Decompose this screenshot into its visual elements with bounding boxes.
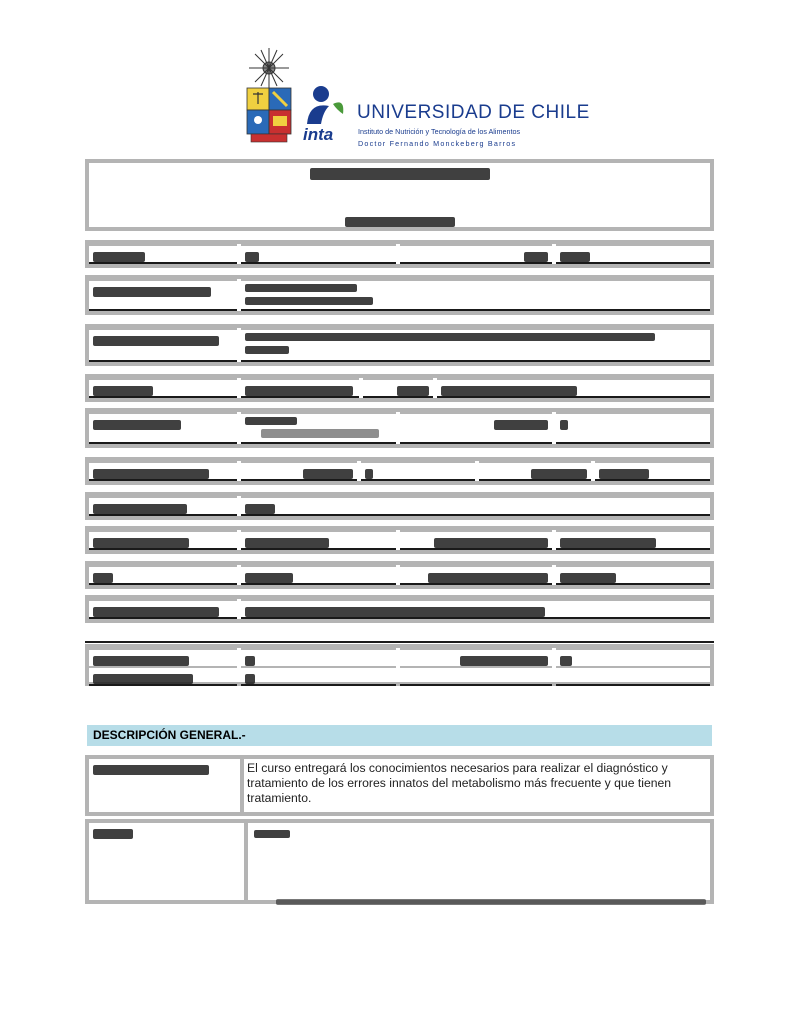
quota-max-label-redacted [479,461,591,481]
description-frame [85,755,714,816]
hours-value-redacted [241,648,396,668]
inta-logo-icon [301,82,353,144]
location-value-redacted [241,599,710,619]
objectives-label-redacted [93,825,133,843]
hours2-label-redacted [89,666,237,686]
quota-min-label-redacted [241,461,357,481]
schedule-value-redacted [556,565,710,585]
course-title-frame [85,159,714,231]
total-hours-label-redacted [400,648,552,668]
description-text: El curso entregará los conocimientos necesarios para realizar el diagnóstico y tratamiento de los errores innatos del metabolismo más frecuente y que tienen tratamiento. [247,761,672,805]
institute-name: Instituto de Nutrición y Tecnología de los Alimentos [358,127,521,136]
unit-label-redacted [89,328,237,362]
credits-label-redacted [400,412,552,444]
day-value-redacted [241,565,396,585]
modality-value-redacted [241,244,396,264]
professor-value-redacted [241,279,710,311]
location-label-redacted [89,599,237,619]
course-title-redacted [89,165,710,182]
course-type-label-redacted [89,412,237,444]
prereq-value-redacted [241,496,710,516]
prereq-label-redacted [89,496,237,516]
university-seal-icon [243,46,295,146]
hours2-empty-2 [556,666,710,686]
quota-label-redacted [89,461,237,481]
phone-value-redacted [241,378,359,398]
year-value-redacted [556,244,710,264]
mail-label-redacted [363,378,433,398]
start-date-label-redacted [89,530,237,550]
start-date-value-redacted [241,530,396,550]
schedule-label-redacted [400,565,552,585]
course-subtitle-redacted [89,213,710,228]
institution-logo [237,44,590,150]
objectives-content-redacted [244,823,710,900]
section-title: DESCRIPCIÓN GENERAL.- [87,725,712,746]
hours-top-rule [85,641,714,643]
quota-max-value-redacted [595,461,710,481]
day-label-redacted [89,565,237,585]
total-hours-value-redacted [556,648,710,668]
phone-label-redacted [89,378,237,398]
description-label-redacted [93,761,209,779]
professor-label-redacted [89,279,237,311]
end-date-label-redacted [400,530,552,550]
mail-value-redacted [437,378,710,398]
description-divider [240,759,244,812]
director-name: Doctor Fernando Monckeberg Barros [358,139,517,148]
unit-value-redacted [241,328,710,362]
inta-wordmark: inta [303,125,334,144]
objectives-frame [85,819,714,904]
credits-value-redacted [556,412,710,444]
modality-label-redacted [89,244,237,264]
university-name: UNIVERSIDAD DE CHILE [357,102,590,123]
course-type-value-redacted [241,412,396,444]
end-date-value-redacted [556,530,710,550]
quota-min-value-redacted [361,461,475,481]
year-label-redacted [400,244,552,264]
hours-label-redacted [89,648,237,668]
hours2-value-redacted [241,666,396,686]
hours2-empty-1 [400,666,552,686]
